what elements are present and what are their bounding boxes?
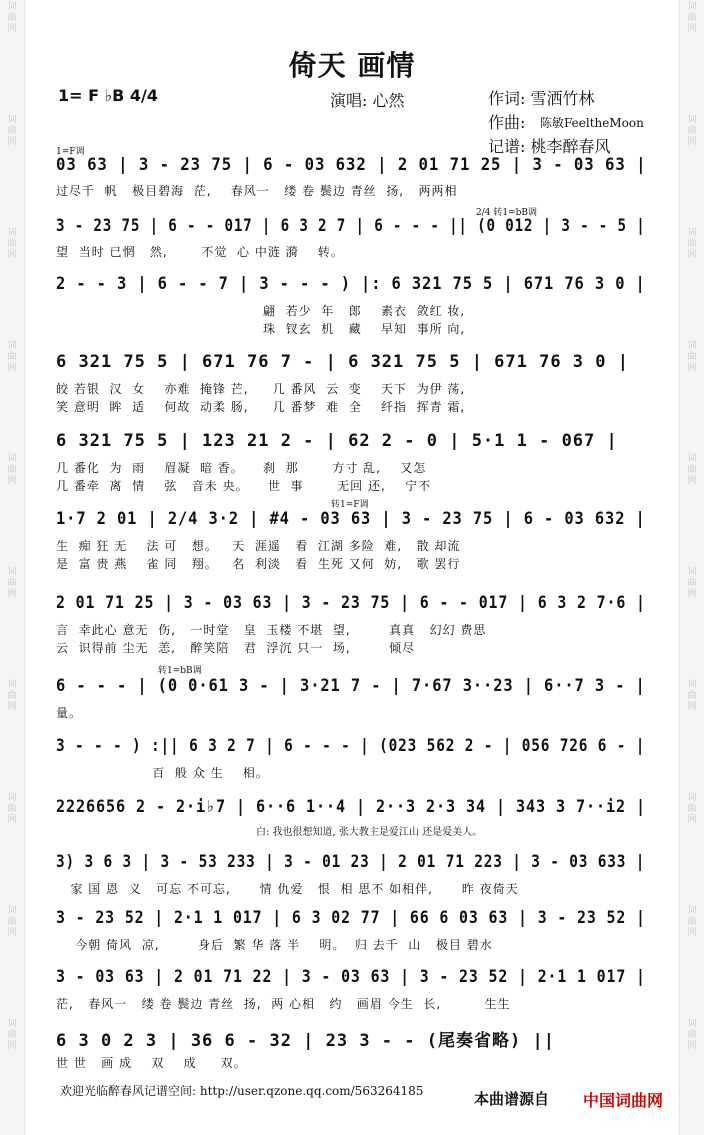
watermark-text: 词 曲 网 — [687, 906, 697, 938]
notation-line: 3 - 03 63 | 2 01 71 22 | 3 - 03 63 | 3 - 23 52 | 2·1 1 017 | — [56, 967, 646, 987]
watermark-text: 词 曲 网 — [7, 341, 17, 373]
notation-line: 6 321 75 5 | 123 21 2 - | 62 2 - 0 | 5·1 1 - 067 | — [56, 431, 618, 451]
key-change-annotation: 1=F调 — [56, 147, 85, 157]
watermark-text: 词 曲 网 — [7, 793, 17, 825]
lyric-line: 生 痴 狂 无 法 可 想。 天 涯遥 看 江湖 多险 难, 散 却流 — [56, 539, 461, 553]
lyric-line: 量。 — [56, 706, 83, 720]
lyric-line: 翩 若少 年 郎 素衣 敛红 妆, — [56, 304, 466, 318]
watermark-text: 词 曲 网 — [687, 567, 697, 599]
key-change-annotation: 2/4 转1=bB调 — [476, 208, 537, 218]
watermark-text: 词 曲 网 — [687, 1019, 697, 1051]
watermark-text: 词 曲 网 — [687, 341, 697, 373]
watermark-text: 词 曲 网 — [7, 454, 17, 486]
lyric-line: 皎 若银 汉 女 亦难 掩锋 芒, 几 番风 云 变 天下 为伊 荡, — [56, 382, 466, 396]
notation-line: 6 - - - | (0 0·61 3 - | 3·21 7 - | 7·67 3··23 | 6··7 3 - | — [56, 676, 646, 696]
watermark-text: 词 曲 网 — [7, 906, 17, 938]
notation-line: 3 - 23 75 | 6 - - 017 | 6 3 2 7 | 6 - - - || (0 012 | 3 - - 5 | — [56, 216, 646, 236]
footer-source-label: 本曲谱源自 — [474, 1090, 550, 1108]
notation-line: 1·7 2 01 | 2/4 3·2 | #4 - 03 63 | 3 - 23 75 | 6 - 03 632 | — [56, 509, 646, 529]
lyricist-credit: 作词: 雪洒竹林 — [488, 89, 595, 108]
notation-line: 6 3 0 2 3 | 36 6 - 32 | 23 3 - - (尾奏省略) || — [56, 1031, 555, 1051]
lyric-line: 言 幸此心 意无 伤, 一时堂 皇 玉楼 不堪 望, 真真 幻幻 费思 — [56, 623, 487, 637]
watermark-text: 词 曲 网 — [687, 454, 697, 486]
notation-line: 2 01 71 25 | 3 - 03 63 | 3 - 23 75 | 6 - - 017 | 6 3 2 7·6 | — [56, 593, 646, 613]
lyric-line-verse-2: 云 识得前 尘无 恙, 醉笑陪 君 浮沉 只一 场, 倾尽 — [56, 641, 416, 655]
lyric-line-verse-2: 笑 意明 眸 适 何故 动柔 肠, 几 番梦 难 全 纤指 挥青 霜, — [56, 400, 466, 414]
notation-line: 3 - - - ) :|| 6 3 2 7 | 6 - - - | (023 562 2 - | 056 726 6 - | — [56, 736, 646, 756]
song-title: 倚天 画情 — [288, 49, 416, 82]
watermark-text: 词 曲 网 — [7, 1019, 17, 1051]
lyric-line: 家 国 恩 义 可忘 不可忘, 情 仇爱 恨 相 思不 如相伴, 昨 夜倚天 — [56, 882, 519, 896]
footer-site-name: 中国词曲网 — [583, 1091, 664, 1110]
watermark-text: 词 曲 网 — [687, 680, 697, 712]
lyric-line: 茫, 春风一 缕 卷 鬓边 青丝 扬, 两 心相 约 画眉 今生 长, 生生 — [56, 997, 511, 1011]
notation-line: 2 - - 3 | 6 - - 7 | 3 - - - ) |: 6 321 75 5 | 671 76 3 0 | — [56, 274, 646, 294]
watermark-text: 词 曲 网 — [7, 680, 17, 712]
composer-name: 陈敏FeeltheMoon — [540, 116, 644, 130]
watermark-text: 词 曲 网 — [7, 2, 17, 34]
watermark-text: 词 曲 网 — [7, 115, 17, 147]
lyric-line-verse-2: 珠 钗玄 机 藏 早知 事所 向, — [56, 322, 466, 336]
lyric-line: 今朝 倚风 凉, 身后 繁 华 落 半 明。 归 去千 山 极目 碧水 — [56, 938, 493, 952]
watermark-text: 词 曲 网 — [687, 115, 697, 147]
lyric-line: 世 世 画 成 双 成 双。 — [56, 1056, 247, 1070]
notation-line: 3 - 23 52 | 2·1 1 017 | 6 3 02 77 | 66 6 03 63 | 3 - 23 52 | — [56, 908, 646, 928]
footer-visit-text: 欢迎光临醉春风记谱空间: http://user.qzone.qq.com/563264185 — [60, 1084, 424, 1098]
watermark-text: 词 曲 网 — [687, 793, 697, 825]
spoken-dialogue: 白: 我也很想知道, 张大教主是爱江山 还是爱美人。 — [256, 827, 483, 838]
singer-credit: 演唱: 心然 — [330, 91, 405, 110]
watermark-text: 词 曲 网 — [7, 228, 17, 260]
notation-line: 3) 3 6 3 | 3 - 53 233 | 3 - 01 23 | 2 01 71 223 | 3 - 03 633 | — [56, 852, 646, 872]
notation-line: 6 321 75 5 | 671 76 7 - | 6 321 75 5 | 671 76 3 0 | — [56, 352, 629, 372]
notation-line: 03 63 | 3 - 23 75 | 6 - 03 632 | 2 01 71 25 | 3 - 03 63 | — [56, 155, 647, 175]
watermark-text: 词 曲 网 — [687, 2, 697, 34]
lyric-line: 望 当时 已惘 然, 不觉 心 中涟 漪 转。 — [56, 245, 344, 259]
watermark-text: 词 曲 网 — [7, 567, 17, 599]
key-change-annotation: 转1=bB调 — [158, 666, 202, 676]
notation-line: 2226656 2 - 2·i♭7 | 6··6 1··4 | 2··3 2·3 34 | 343 3 7··i2 | — [56, 797, 646, 817]
lyric-line: 百 般 众 生 相。 — [56, 766, 269, 780]
lyric-line-verse-2: 几 番牵 离 情 弦 音未 央。 世 事 无回 还, 宁不 — [56, 479, 432, 493]
key-signature: 1= F ♭B 4/4 — [58, 86, 159, 105]
lyric-line-verse-2: 是 富 贵 燕 雀 同 翔。 名 利淡 看 生死 又何 妨, 歌 罢行 — [56, 557, 461, 571]
watermark-text: 词 曲 网 — [687, 228, 697, 260]
key-change-annotation: 转1=F调 — [331, 500, 369, 510]
lyric-line: 过尽千 帆 极目碧海 茫, 春风一 缕 卷 鬓边 青丝 扬, 两两相 — [56, 184, 458, 198]
composer-label: 作曲: — [488, 113, 526, 132]
transcriber-credit: 记谱: 桃李醉春风 — [488, 137, 611, 156]
lyric-line: 几 番化 为 雨 眉凝 暗 香。 刹 那 方寸 乱, 又怎 — [56, 461, 427, 475]
